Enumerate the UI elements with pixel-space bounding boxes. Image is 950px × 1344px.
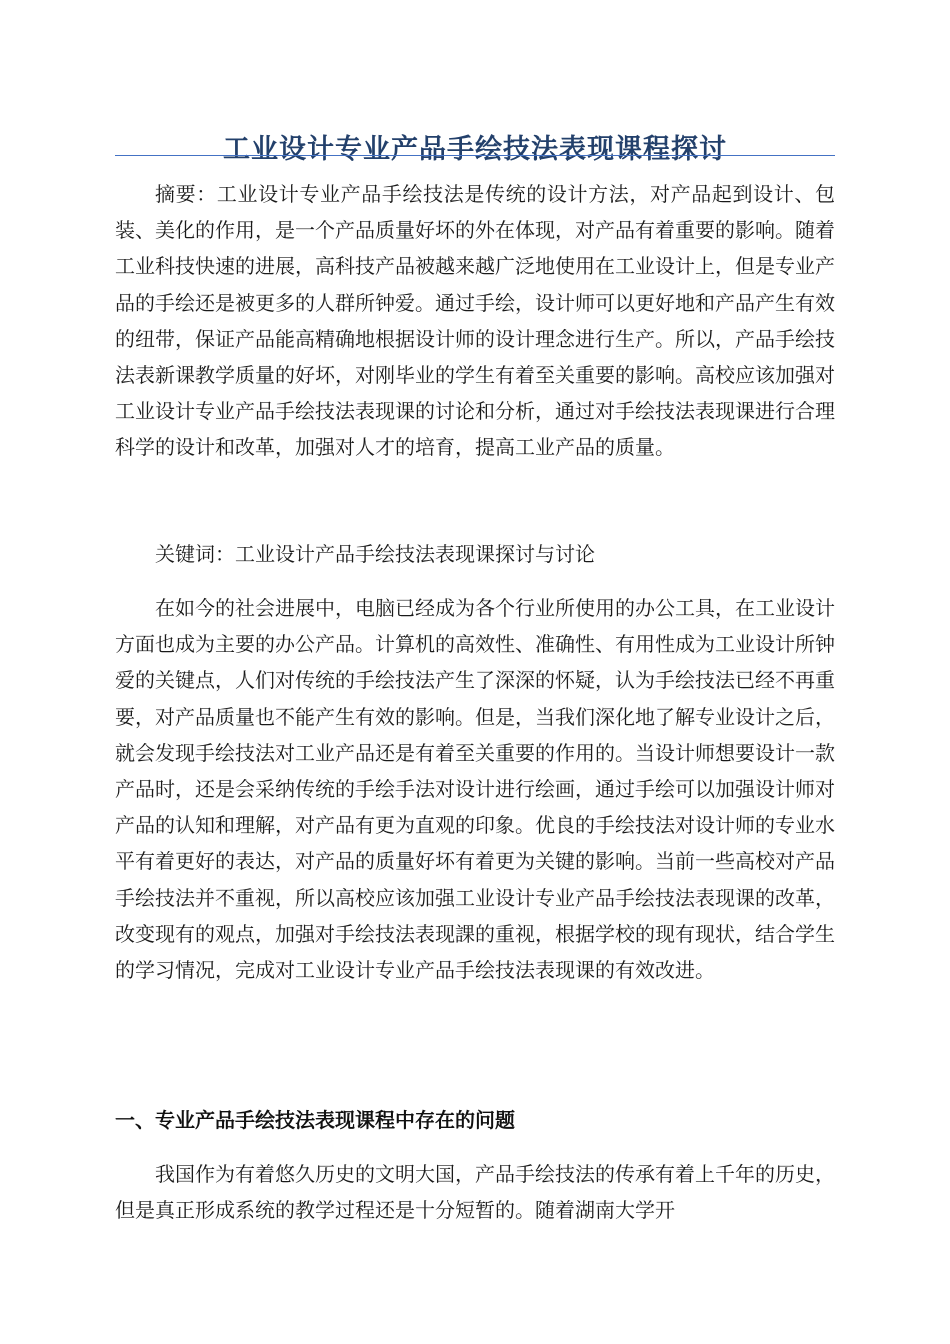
keywords-paragraph: 关键词：工业设计产品手绘技法表现课探讨与讨论 (155, 542, 595, 566)
section-1-paragraph: 我国作为有着悠久历史的文明大国，产品手绘技法的传承有着上千年的历史，但是真正形成系统的教学过程还是十分短暂的。随着湖南大学开 (115, 1162, 835, 1223)
section-heading-1: 一、专业产品手绘技法表现课程中存在的问题 (115, 1108, 515, 1132)
title-underline (115, 155, 835, 156)
abstract-paragraph: 摘要：工业设计专业产品手绘技法是传统的设计方法，对产品起到设计、包装、美化的作用，是一个产品质量好坏的外在体现，对产品有着重要的影响。随着工业科技快速的进展，高科技产品被越来越广泛地使用在工业设计上，但是专业产品的手绘还是被更多的人群所钟爱。通过手绘，设计师可以更好地和产品产生有效的纽带，保证产品能高精确地根据设计师的设计理念进行生产。所以，产品手绘技法表新课教学质量的好坏，对刚毕业的学生有着至关重要的影响。高校应该加强对工业设计专业产品手绘技法表现课的讨论和分析，通过对手绘技法表现课进行合理科学的设计和改革，加强对人才的培育，提高工业产品的质量。 (115, 182, 835, 460)
page-title: 工业设计专业产品手绘技法表现课程探讨 (223, 134, 727, 166)
intro-paragraph: 在如今的社会进展中，电脑已经成为各个行业所使用的办公工具，在工业设计方面也成为主要的办公产品。计算机的高效性、准确性、有用性成为工业设计所钟爱的关键点，人们对传统的手绘技法产生了深深的怀疑，认为手绘技法已经不再重要，对产品质量也不能产生有效的影响。但是，当我们深化地了解专业设计之后，就会发现手绘技法对工业产品还是有着至关重要的作用的。当设计师想要设计一款产品时，还是会采纳传统的手绘手法对设计进行绘画，通过手绘可以加强设计师对产品的认知和理解，对产品有更为直观的印象。优良的手绘技法对设计师的专业水平有着更好的表达，对产品的质量好坏有着更为关键的影响。当前一些高校对产品手绘技法并不重视，所以高校应该加强工业设计专业产品手绘技法表现课的改革，改变现有的观点，加强对手绘技法表现課的重视，根据学校的现有现状，结合学生的学习情况，完成对工业设计专业产品手绘技法表现课的有效改进。 (115, 596, 835, 983)
